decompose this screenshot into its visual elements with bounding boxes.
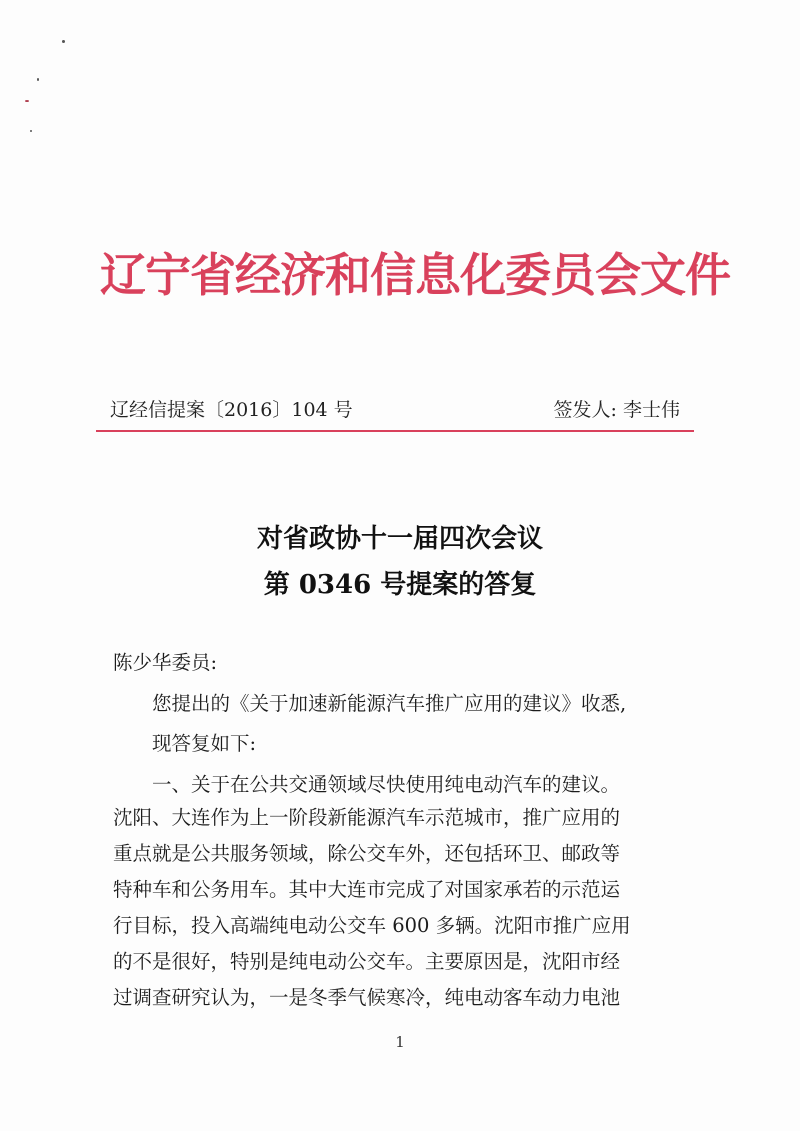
body-line: 您提出的《关于加速新能源汽车推广应用的建议》收悉, (113, 692, 627, 715)
salutation: 陈少华委员: (113, 651, 218, 674)
reply-title-line-1: 对省政协十一届四次会议 (256, 524, 543, 554)
body-line: 现答复如下: (113, 732, 257, 755)
scan-speck (25, 100, 29, 102)
body-line: 沈阳、大连作为上一阶段新能源汽车示范城市，推广应用的 (113, 806, 621, 829)
body-line: 一、关于在公共交通领域尽快使用纯电动汽车的建议。 (113, 773, 621, 796)
signer: 签发人: 李士伟 (553, 399, 680, 421)
body-line: 的不是很好，特别是纯电动公交车。主要原因是，沈阳市经 (113, 950, 621, 973)
body-line: 重点就是公共服务领域，除公交车外，还包括环卫、邮政等 (113, 842, 621, 865)
scan-speck (37, 78, 39, 81)
body-line: 过调查研究认为，一是冬季气候寒冷，纯电动客车动力电池 (113, 986, 621, 1009)
page-number: 1 (395, 1033, 405, 1051)
document-number: 辽经信提案〔2016〕104 号 (110, 399, 353, 421)
body-line: 特种车和公务用车。其中大连市完成了对国家承若的示范运 (113, 878, 621, 901)
document-header-title: 辽宁省经济和信息化委员会文件 (100, 248, 730, 302)
reply-title-line-2: 第 0346 号提案的答复 (263, 570, 537, 600)
body-line: 行目标，投入高端纯电动公交车 600 多辆。沈阳市推广应用 (113, 914, 631, 937)
scan-speck (62, 40, 65, 43)
header-divider (96, 430, 694, 432)
scan-speck (30, 130, 32, 132)
